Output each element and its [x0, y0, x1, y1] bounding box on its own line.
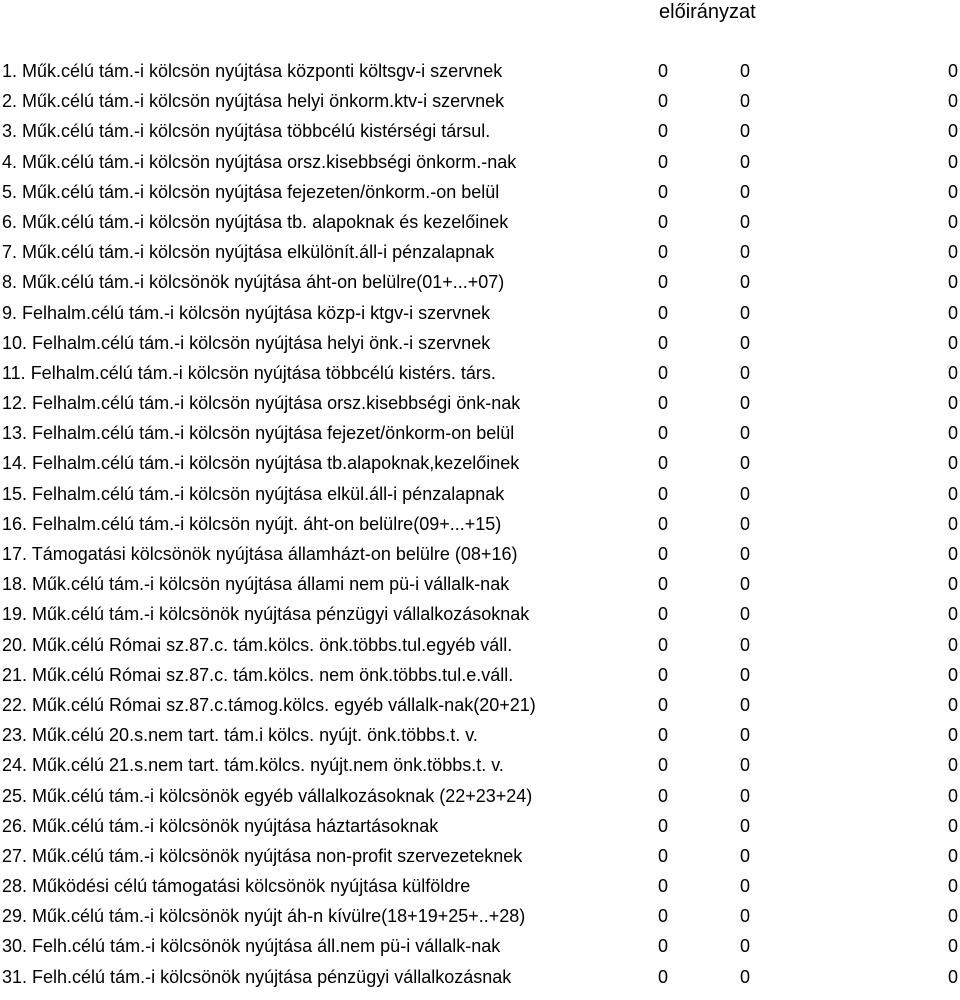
- value-col-3: 0: [947, 936, 958, 957]
- row-label: 27. Műk.célú tám.-i kölcsönök nyújtása non-profit szervezeteknek: [2, 845, 523, 866]
- table-row: [0, 237, 960, 267]
- value-col-3: 0: [947, 362, 958, 383]
- table-row: [0, 116, 960, 146]
- value-col-3: 0: [947, 876, 958, 897]
- value-col-1: 0: [657, 815, 668, 836]
- value-col-1: 0: [657, 91, 668, 112]
- table-row: [0, 841, 960, 871]
- value-col-3: 0: [947, 121, 958, 142]
- row-label: 31. Felh.célú tám.-i kölcsönök nyújtása pénzügyi vállalkozásnak: [2, 966, 512, 987]
- row-label: 21. Műk.célú Római sz.87.c. tám.kölcs. nem önk.többs.tul.e.váll.: [2, 664, 514, 685]
- value-col-3: 0: [947, 91, 958, 112]
- row-label: 1. Műk.célú tám.-i kölcsön nyújtása központi költsgv-i szervnek: [2, 61, 503, 81]
- value-col-2: 0: [739, 725, 750, 746]
- value-col-2: 0: [739, 755, 750, 776]
- value-col-3: 0: [947, 453, 958, 474]
- row-label: 8. Műk.célú tám.-i kölcsönök nyújtása áht-on belülre(01+...+07): [2, 272, 505, 293]
- row-label: 30. Felh.célú tám.-i kölcsönök nyújtása áll.nem pü-i vállalk-nak: [2, 936, 501, 957]
- table-row: [0, 358, 960, 388]
- row-label: 11. Felhalm.célú tám.-i kölcsön nyújtása többcélú kistérs. társ.: [2, 362, 496, 383]
- value-col-2: 0: [739, 302, 750, 323]
- value-col-1: 0: [657, 604, 668, 625]
- value-col-2: 0: [739, 845, 750, 866]
- value-col-1: 0: [657, 544, 668, 564]
- value-col-3: 0: [947, 906, 958, 927]
- column-header: előirányzat: [659, 1, 756, 23]
- table-row: [0, 811, 960, 841]
- row-label: 13. Felhalm.célú tám.-i kölcsön nyújtása fejezet/önkorm-on belül: [2, 423, 515, 444]
- table-row: [0, 781, 960, 811]
- value-col-2: 0: [739, 272, 750, 293]
- value-col-2: 0: [739, 121, 750, 142]
- value-col-1: 0: [657, 876, 668, 897]
- table-row: [0, 479, 960, 509]
- value-col-3: 0: [947, 785, 958, 806]
- value-col-1: 0: [657, 181, 668, 202]
- value-col-2: 0: [739, 694, 750, 715]
- value-col-2: 0: [739, 785, 750, 806]
- value-col-3: 0: [947, 725, 958, 746]
- value-col-3: 0: [947, 513, 958, 534]
- value-col-2: 0: [739, 966, 750, 987]
- value-col-3: 0: [947, 966, 958, 987]
- row-label: 19. Műk.célú tám.-i kölcsönök nyújtása pénzügyi vállalkozásoknak: [2, 604, 530, 625]
- value-col-1: 0: [657, 694, 668, 715]
- table-row: [0, 901, 960, 931]
- value-col-3: 0: [947, 332, 958, 353]
- value-col-2: 0: [739, 544, 750, 564]
- value-col-1: 0: [657, 121, 668, 142]
- value-col-1: 0: [657, 272, 668, 293]
- table-row: [0, 177, 960, 207]
- row-label: 28. Működési célú támogatási kölcsönök nyújtása külföldre: [2, 876, 471, 897]
- value-col-1: 0: [657, 393, 668, 414]
- value-col-3: 0: [947, 664, 958, 685]
- value-col-2: 0: [739, 211, 750, 232]
- value-col-2: 0: [739, 332, 750, 353]
- value-col-2: 0: [739, 61, 750, 81]
- value-col-2: 0: [739, 664, 750, 685]
- value-col-3: 0: [947, 634, 958, 655]
- table-row: [0, 871, 960, 901]
- value-col-1: 0: [657, 936, 668, 957]
- value-col-3: 0: [947, 483, 958, 504]
- value-col-2: 0: [739, 936, 750, 957]
- table-row: [0, 86, 960, 116]
- row-label: 3. Műk.célú tám.-i kölcsön nyújtása többcélú kistérségi társul.: [2, 121, 491, 142]
- table-row: [0, 509, 960, 539]
- row-label: 23. Műk.célú 20.s.nem tart. tám.i kölcs. nyújt. önk.többs.t. v.: [2, 725, 478, 746]
- value-col-3: 0: [947, 815, 958, 836]
- value-col-3: 0: [947, 302, 958, 323]
- value-col-1: 0: [657, 211, 668, 232]
- value-col-3: 0: [947, 574, 958, 595]
- row-label: 17. Támogatási kölcsönök nyújtása államházt-on belülre (08+16): [2, 544, 518, 564]
- value-col-1: 0: [657, 634, 668, 655]
- value-col-3: 0: [947, 211, 958, 232]
- row-label: 20. Műk.célú Római sz.87.c. tám.kölcs. önk.többs.tul.egyéb váll.: [2, 634, 513, 655]
- row-label: 2. Műk.célú tám.-i kölcsön nyújtása helyi önkorm.ktv-i szervnek: [2, 91, 505, 112]
- value-col-3: 0: [947, 242, 958, 263]
- value-col-3: 0: [947, 423, 958, 444]
- value-col-3: 0: [947, 393, 958, 414]
- value-col-1: 0: [657, 332, 668, 353]
- value-col-1: 0: [657, 302, 668, 323]
- table-row: [0, 207, 960, 237]
- value-col-3: 0: [947, 544, 958, 564]
- table-row: [0, 569, 960, 599]
- table-row: [0, 56, 960, 86]
- table-row: [0, 599, 960, 629]
- value-col-3: 0: [947, 272, 958, 293]
- table-row: [0, 539, 960, 569]
- value-col-1: 0: [657, 574, 668, 595]
- table-row: [0, 388, 960, 418]
- value-col-3: 0: [947, 181, 958, 202]
- value-col-1: 0: [657, 845, 668, 866]
- value-col-2: 0: [739, 876, 750, 897]
- value-col-3: 0: [947, 151, 958, 172]
- value-col-2: 0: [739, 574, 750, 595]
- value-col-1: 0: [657, 242, 668, 263]
- value-col-2: 0: [739, 362, 750, 383]
- row-label: 12. Felhalm.célú tám.-i kölcsön nyújtása orsz.kisebbségi önk-nak: [2, 393, 521, 414]
- value-col-1: 0: [657, 483, 668, 504]
- value-col-2: 0: [739, 242, 750, 263]
- row-label: 5. Műk.célú tám.-i kölcsön nyújtása fejezeten/önkorm.-on belül: [2, 181, 500, 202]
- table-row: [0, 298, 960, 328]
- value-col-3: 0: [947, 845, 958, 866]
- row-label: 24. Műk.célú 21.s.nem tart. tám.kölcs. nyújt.nem önk.többs.t. v.: [2, 755, 504, 776]
- value-col-1: 0: [657, 362, 668, 383]
- table-row: [0, 328, 960, 358]
- value-col-1: 0: [657, 906, 668, 927]
- row-label: 4. Műk.célú tám.-i kölcsön nyújtása orsz.kisebbségi önkorm.-nak: [2, 151, 517, 172]
- row-label: 10. Felhalm.célú tám.-i kölcsön nyújtása helyi önk.-i szervnek: [2, 332, 491, 353]
- value-col-1: 0: [657, 513, 668, 534]
- value-col-2: 0: [739, 91, 750, 112]
- row-label: 16. Felhalm.célú tám.-i kölcsön nyújt. áht-on belülre(09+...+15): [2, 513, 502, 534]
- table-row: [0, 720, 960, 750]
- value-col-2: 0: [739, 604, 750, 625]
- row-label: 29. Műk.célú tám.-i kölcsönök nyújt áh-n kívülre(18+19+25+..+28): [2, 906, 526, 927]
- value-col-2: 0: [739, 513, 750, 534]
- row-label: 25. Műk.célú tám.-i kölcsönök egyéb vállalkozásoknak (22+23+24): [2, 785, 533, 806]
- value-col-1: 0: [657, 966, 668, 987]
- row-label: 7. Műk.célú tám.-i kölcsön nyújtása elkülönít.áll-i pénzalapnak: [2, 242, 495, 263]
- table-row: [0, 267, 960, 297]
- value-col-2: 0: [739, 423, 750, 444]
- table-row: [0, 448, 960, 478]
- value-col-2: 0: [739, 393, 750, 414]
- table-row: [0, 690, 960, 720]
- value-col-1: 0: [657, 664, 668, 685]
- value-col-1: 0: [657, 785, 668, 806]
- row-label: 6. Műk.célú tám.-i kölcsön nyújtása tb. alapoknak és kezelőinek: [2, 211, 509, 232]
- value-col-1: 0: [657, 755, 668, 776]
- table-row: [0, 147, 960, 177]
- row-label: 14. Felhalm.célú tám.-i kölcsön nyújtása tb.alapoknak,kezelőinek: [2, 453, 520, 474]
- value-col-1: 0: [657, 725, 668, 746]
- value-col-3: 0: [947, 694, 958, 715]
- value-col-3: 0: [947, 755, 958, 776]
- value-col-2: 0: [739, 151, 750, 172]
- value-col-2: 0: [739, 906, 750, 927]
- value-col-1: 0: [657, 423, 668, 444]
- value-col-1: 0: [657, 151, 668, 172]
- table-row: [0, 630, 960, 660]
- row-label: 22. Műk.célú Római sz.87.c.támog.kölcs. egyéb vállalk-nak(20+21): [2, 694, 536, 715]
- budget-table: [0, 56, 960, 992]
- value-col-2: 0: [739, 181, 750, 202]
- table-row: [0, 750, 960, 780]
- table-row: [0, 931, 960, 961]
- table-row: [0, 660, 960, 690]
- value-col-2: 0: [739, 453, 750, 474]
- row-label: 9. Felhalm.célú tám.-i kölcsön nyújtása közp-i ktgv-i szervnek: [2, 302, 491, 323]
- table-row: [0, 418, 960, 448]
- value-col-1: 0: [657, 61, 668, 81]
- row-label: 18. Műk.célú tám.-i kölcsön nyújtása állami nem pü-i vállalk-nak: [2, 574, 510, 595]
- value-col-1: 0: [657, 453, 668, 474]
- value-col-2: 0: [739, 634, 750, 655]
- row-label: 26. Műk.célú tám.-i kölcsönök nyújtása háztartásoknak: [2, 815, 439, 836]
- value-col-3: 0: [947, 61, 958, 81]
- row-label: 15. Felhalm.célú tám.-i kölcsön nyújtása elkül.áll-i pénzalapnak: [2, 483, 505, 504]
- table-row: [0, 962, 960, 992]
- value-col-2: 0: [739, 815, 750, 836]
- value-col-2: 0: [739, 483, 750, 504]
- value-col-3: 0: [947, 604, 958, 625]
